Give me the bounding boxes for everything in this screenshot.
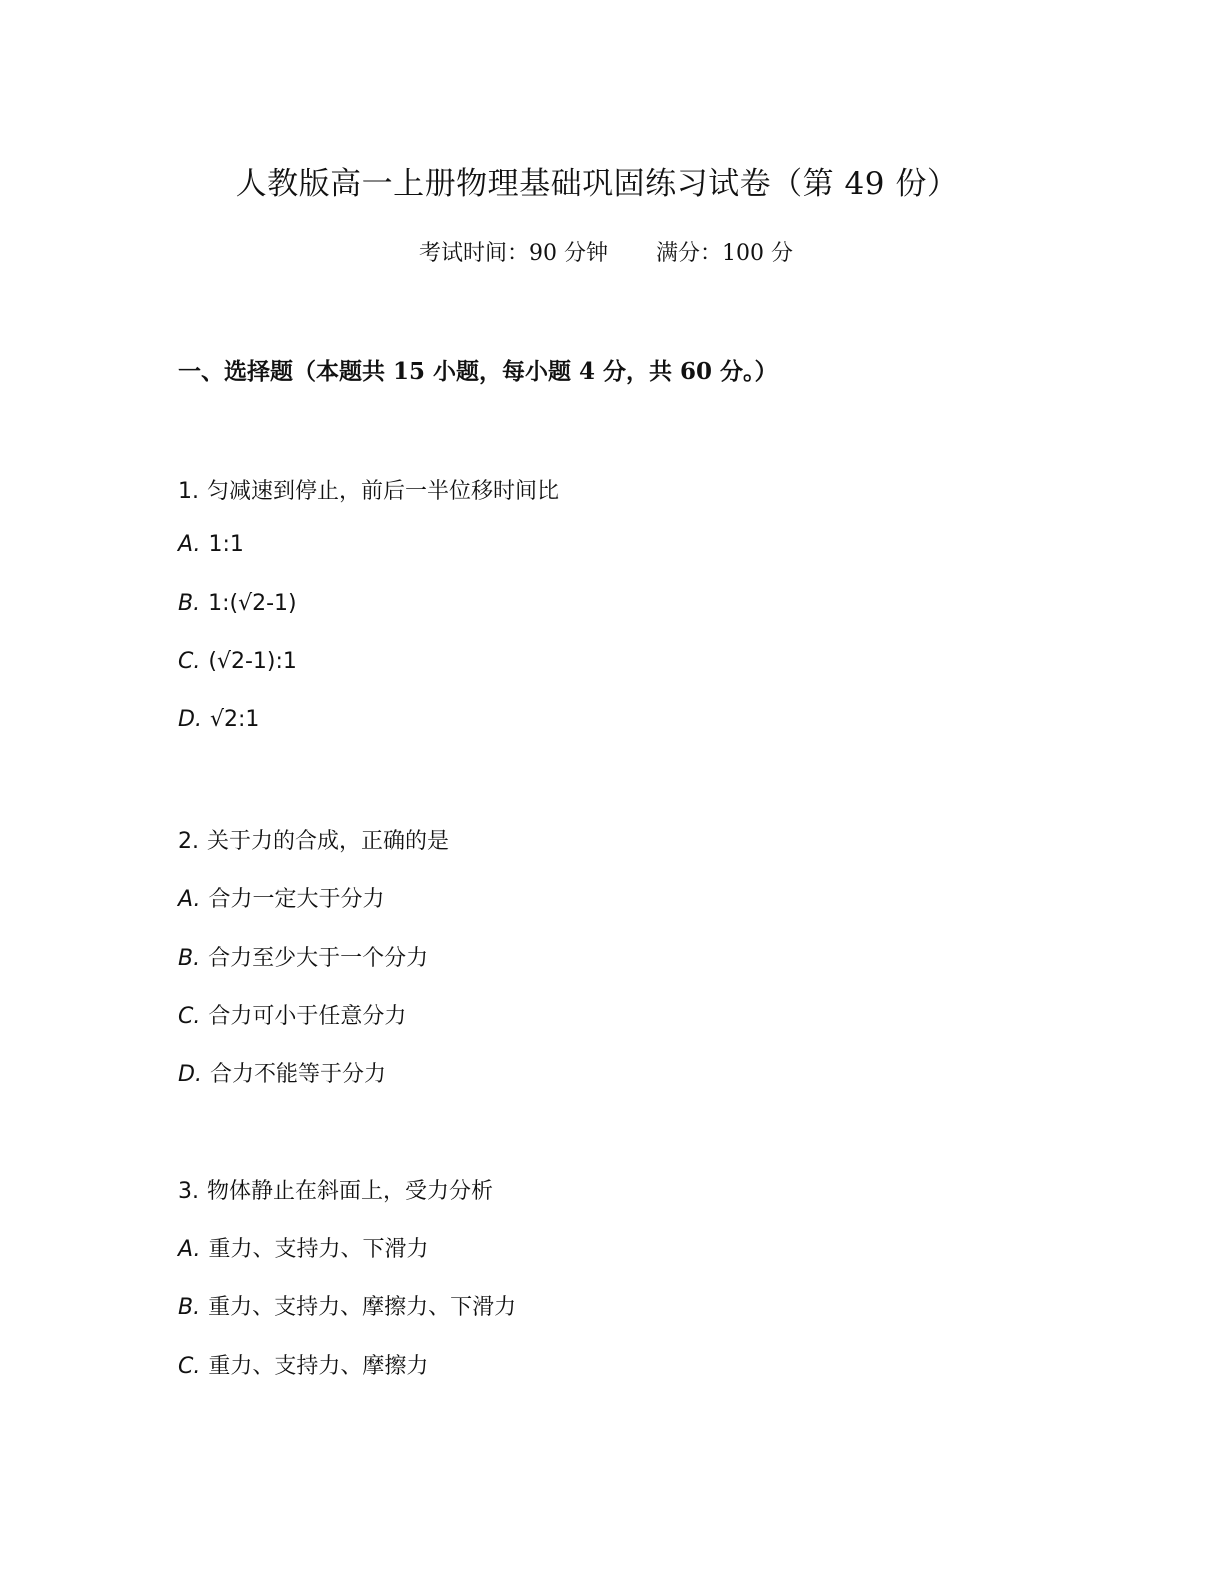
option-item [178, 941, 428, 972]
option-text: 合力不能等于分力 [209, 1062, 386, 1087]
option-label: D. [178, 1062, 202, 1087]
question-text: 物体静止在斜面上，受力分析 [207, 1179, 494, 1204]
option-item [178, 999, 406, 1030]
option-label: A. [178, 532, 201, 557]
exam-full-score: 满分：100 分 [656, 241, 793, 266]
question-text: 匀减速到停止，前后一半位移时间比 [207, 479, 560, 504]
option-item [178, 882, 384, 913]
option-item [178, 1290, 516, 1321]
option-item [178, 649, 297, 674]
option-text: 重力、支持力、下滑力 [208, 1237, 429, 1262]
option-text: 合力一定大于分力 [208, 887, 385, 912]
option-label: B. [178, 1295, 201, 1320]
option-text: 重力、支持力、摩擦力 [208, 1354, 429, 1379]
question-stem [178, 474, 559, 505]
option-item [178, 532, 244, 557]
option-text: √2:1 [209, 707, 260, 732]
option-label: C. [178, 649, 201, 674]
section-title: 一、选择题（本题共 15 小题，每小题 4 分，共 60 分。） [178, 358, 778, 385]
option-label: B. [178, 591, 201, 616]
option-label: B. [178, 946, 201, 971]
option-text: 1:1 [208, 532, 244, 557]
option-label: C. [178, 1354, 201, 1379]
option-text: (√2-1):1 [208, 649, 297, 674]
exam-info [0, 236, 1212, 267]
option-label: C. [178, 1004, 201, 1029]
question-number: 1. [178, 479, 199, 504]
question-number: 2. [178, 829, 199, 854]
page-title: 人教版高一上册物理基础巩固练习试卷（第 49 份） [235, 166, 959, 202]
option-text: 1:(√2-1) [208, 591, 297, 616]
option-item [178, 1057, 386, 1088]
option-label: D. [178, 707, 202, 732]
option-text: 合力至少大于一个分力 [208, 946, 429, 971]
question-number: 3. [178, 1179, 199, 1204]
option-text: 合力可小于任意分力 [208, 1004, 407, 1029]
question-text: 关于力的合成，正确的是 [207, 829, 450, 854]
option-label: A. [178, 1237, 201, 1262]
option-label: A. [178, 887, 201, 912]
option-item [178, 707, 259, 732]
option-text: 重力、支持力、摩擦力、下滑力 [208, 1295, 517, 1320]
exam-time: 考试时间：90 分钟 [419, 241, 608, 266]
question-stem [178, 824, 449, 855]
question-stem [178, 1174, 493, 1205]
option-item [178, 1232, 428, 1263]
option-item [178, 1349, 428, 1380]
option-item [178, 591, 297, 616]
